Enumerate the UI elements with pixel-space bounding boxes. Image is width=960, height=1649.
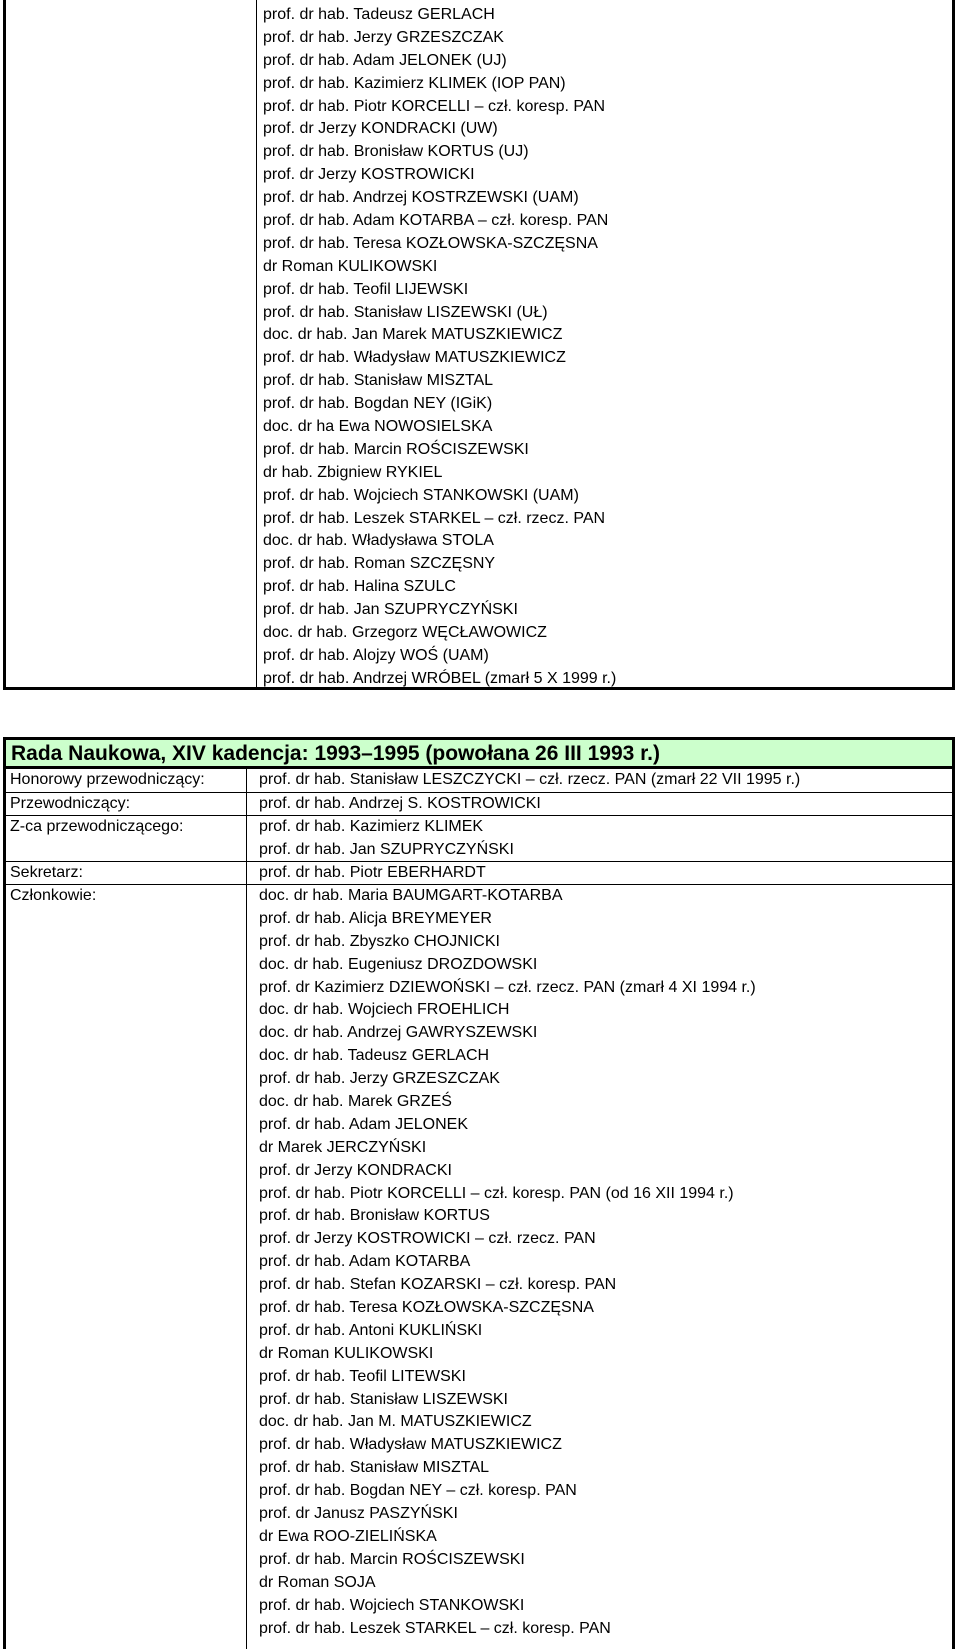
member-list-item: prof. dr hab. Andrzej WRÓBEL (zmarł 5 X 1999 r.) bbox=[263, 669, 617, 687]
deputy-chair-value: prof. dr hab. Jan SZUPRYCZYŃSKI bbox=[259, 840, 514, 858]
member-list-item: prof. dr hab. Roman SZCZĘSNY bbox=[263, 555, 496, 573]
member-list-item: doc. dr hab. Grzegorz WĘCŁAWOWICZ bbox=[263, 624, 547, 642]
column-divider bbox=[256, 0, 257, 687]
member-list-item: prof. dr hab. Teofil LITEWSKI bbox=[259, 1367, 466, 1385]
member-list-item: prof. dr hab. Leszek STARKEL – czł. koresp. PAN bbox=[259, 1619, 611, 1637]
member-list-item: prof. dr Jerzy KONDRACKI (UW) bbox=[263, 120, 498, 138]
member-list-item: prof. dr hab. Wojciech STANKOWSKI (UAM) bbox=[263, 486, 579, 504]
chair-label: Przewodniczący: bbox=[10, 795, 131, 812]
member-list-item: prof. dr hab. Antoni KUKLIŃSKI bbox=[259, 1321, 483, 1339]
member-list-item: dr Roman SOJA bbox=[259, 1573, 376, 1591]
deputy-chair-label: Z-ca przewodniczącego: bbox=[10, 818, 184, 835]
member-list-item: prof. dr hab. Stanisław LISZEWSKI (UŁ) bbox=[263, 303, 548, 321]
member-list-item: prof. dr hab. Zbyszko CHOJNICKI bbox=[259, 932, 500, 950]
member-list-item: doc. dr hab. Andrzej GAWRYSZEWSKI bbox=[259, 1024, 538, 1042]
member-list-item: prof. dr hab. Halina SZULC bbox=[263, 578, 456, 596]
member-list-item: prof. dr hab. Władysław MATUSZKIEWICZ bbox=[259, 1436, 562, 1454]
member-list-item: dr hab. Zbigniew RYKIEL bbox=[263, 463, 443, 481]
member-list-item: prof. dr hab. Piotr KORCELLI – czł. koresp. PAN (od 16 XII 1994 r.) bbox=[259, 1184, 734, 1202]
member-list-item: doc. dr hab. Wojciech FROEHLICH bbox=[259, 1001, 510, 1019]
member-list-item: prof. dr hab. Adam JELONEK bbox=[259, 1115, 468, 1133]
member-list-item: prof. dr hab. Teresa KOZŁOWSKA-SZCZĘSNA bbox=[259, 1299, 594, 1317]
member-list-item: prof. dr hab. Andrzej KOSTRZEWSKI (UAM) bbox=[263, 189, 579, 207]
member-list-item: prof. dr hab. Władysław MATUSZKIEWICZ bbox=[263, 349, 566, 367]
member-list-item: prof. dr Janusz PASZYŃSKI bbox=[259, 1505, 458, 1523]
member-list-item: prof. dr hab. Teresa KOZŁOWSKA-SZCZĘSNA bbox=[263, 234, 598, 252]
council-title: Rada Naukowa, XIV kadencja: 1993–1995 (powołana 26 III 1993 r.) bbox=[3, 737, 955, 769]
member-list-item: dr Ewa ROO-ZIELIŃSKA bbox=[259, 1527, 437, 1545]
honorary-chair-value: prof. dr hab. Stanisław LESZCZYCKI – czł. rzecz. PAN (zmarł 22 VII 1995 r.) bbox=[259, 771, 801, 788]
member-list-item: prof. dr hab. Teofil LIJEWSKI bbox=[263, 280, 469, 298]
members-list bbox=[259, 885, 756, 1640]
member-list-item: prof. dr hab. Stanisław MISZTAL bbox=[263, 372, 494, 390]
member-list-item: prof. dr hab. Bronisław KORTUS bbox=[259, 1207, 490, 1225]
member-list-item: prof. dr hab. Marcin ROŚCISZEWSKI bbox=[259, 1550, 525, 1568]
member-list-item: doc. dr hab. Władysława STOLA bbox=[263, 532, 494, 550]
honorary-chair-row bbox=[6, 769, 952, 792]
member-list-item: prof. dr Jerzy KOSTROWICKI bbox=[263, 166, 475, 184]
member-list-item: prof. dr hab. Jan SZUPRYCZYŃSKI bbox=[263, 601, 518, 619]
member-list-item: dr Roman KULIKOWSKI bbox=[263, 257, 438, 275]
member-list-item: prof. dr hab. Alicja BREYMEYER bbox=[259, 909, 492, 927]
member-list-item: prof. dr hab. Stefan KOZARSKI – czł. koresp. PAN bbox=[259, 1276, 617, 1294]
member-list-item: prof. dr Jerzy KONDRACKI bbox=[259, 1161, 452, 1179]
member-list-item: prof. dr hab. Alojzy WOŚ (UAM) bbox=[263, 646, 489, 664]
previous-members-list bbox=[263, 4, 616, 691]
member-list-item: prof. dr hab. Bogdan NEY (IGiK) bbox=[263, 395, 493, 413]
member-list-item: doc. dr hab. Jan M. MATUSZKIEWICZ bbox=[259, 1413, 532, 1431]
member-list-item: prof. dr hab. Tadeusz GERLACH bbox=[263, 6, 495, 23]
member-list-item: prof. dr hab. Stanisław MISZTAL bbox=[259, 1459, 490, 1477]
member-list-item: prof. dr hab. Jerzy GRZESZCZAK bbox=[259, 1070, 500, 1088]
member-list-item: doc. dr hab. Jan Marek MATUSZKIEWICZ bbox=[263, 326, 563, 344]
member-list-item: prof. dr hab. Wojciech STANKOWSKI bbox=[259, 1596, 525, 1614]
deputy-chair-row bbox=[6, 816, 952, 861]
members-label: Członkowie: bbox=[10, 887, 97, 904]
member-list-item: doc. dr ha Ewa NOWOSIELSKA bbox=[263, 418, 493, 436]
member-list-item: doc. dr hab. Marek GRZEŚ bbox=[259, 1093, 452, 1111]
chair-value: prof. dr hab. Andrzej S. KOSTROWICKI bbox=[259, 795, 541, 812]
member-list-item: prof. dr hab. Leszek STARKEL – czł. rzecz. PAN bbox=[263, 509, 606, 527]
member-list-item: prof. dr hab. Bronisław KORTUS (UJ) bbox=[263, 143, 529, 161]
member-list-item: prof. dr hab. Adam KOTARBA bbox=[259, 1253, 471, 1271]
member-list-item: prof. dr hab. Marcin ROŚCISZEWSKI bbox=[263, 440, 529, 458]
member-list-item: prof. dr hab. Jerzy GRZESZCZAK bbox=[263, 28, 504, 46]
column-divider bbox=[246, 769, 247, 1649]
member-list-item: dr Marek JERCZYŃSKI bbox=[259, 1138, 427, 1156]
secretary-row bbox=[6, 862, 952, 884]
member-list-item: prof. dr Kazimierz DZIEWOŃSKI – czł. rzecz. PAN (zmarł 4 XI 1994 r.) bbox=[259, 978, 756, 996]
member-list-item: prof. dr hab. Stanisław LISZEWSKI bbox=[259, 1390, 508, 1408]
member-list-item: dr Roman KULIKOWSKI bbox=[259, 1344, 434, 1362]
member-list-item: prof. dr hab. Adam JELONEK (UJ) bbox=[263, 51, 507, 69]
member-list-item: prof. dr hab. Piotr KORCELLI – czł. koresp. PAN bbox=[263, 97, 606, 115]
honorary-chair-label: Honorowy przewodniczący: bbox=[10, 771, 205, 788]
chair-row bbox=[6, 793, 952, 815]
member-list-item: doc. dr hab. Maria BAUMGART-KOTARBA bbox=[259, 887, 563, 904]
member-list-item: prof. dr Jerzy KOSTROWICKI – czł. rzecz. PAN bbox=[259, 1230, 596, 1248]
member-list-item: prof. dr hab. Bogdan NEY – czł. koresp. PAN bbox=[259, 1482, 577, 1500]
member-list-item: doc. dr hab. Eugeniusz DROZDOWSKI bbox=[259, 955, 538, 973]
deputy-chair-value: prof. dr hab. Kazimierz KLIMEK bbox=[259, 818, 484, 835]
secretary-label: Sekretarz: bbox=[10, 864, 83, 881]
member-list-item: prof. dr hab. Adam KOTARBA – czł. koresp. PAN bbox=[263, 212, 609, 230]
secretary-value: prof. dr hab. Piotr EBERHARDT bbox=[259, 864, 486, 881]
council-table bbox=[3, 769, 955, 1649]
previous-council-table bbox=[3, 0, 955, 690]
member-list-item: prof. dr hab. Kazimierz KLIMEK (IOP PAN) bbox=[263, 74, 566, 92]
member-list-item: doc. dr hab. Tadeusz GERLACH bbox=[259, 1047, 490, 1065]
